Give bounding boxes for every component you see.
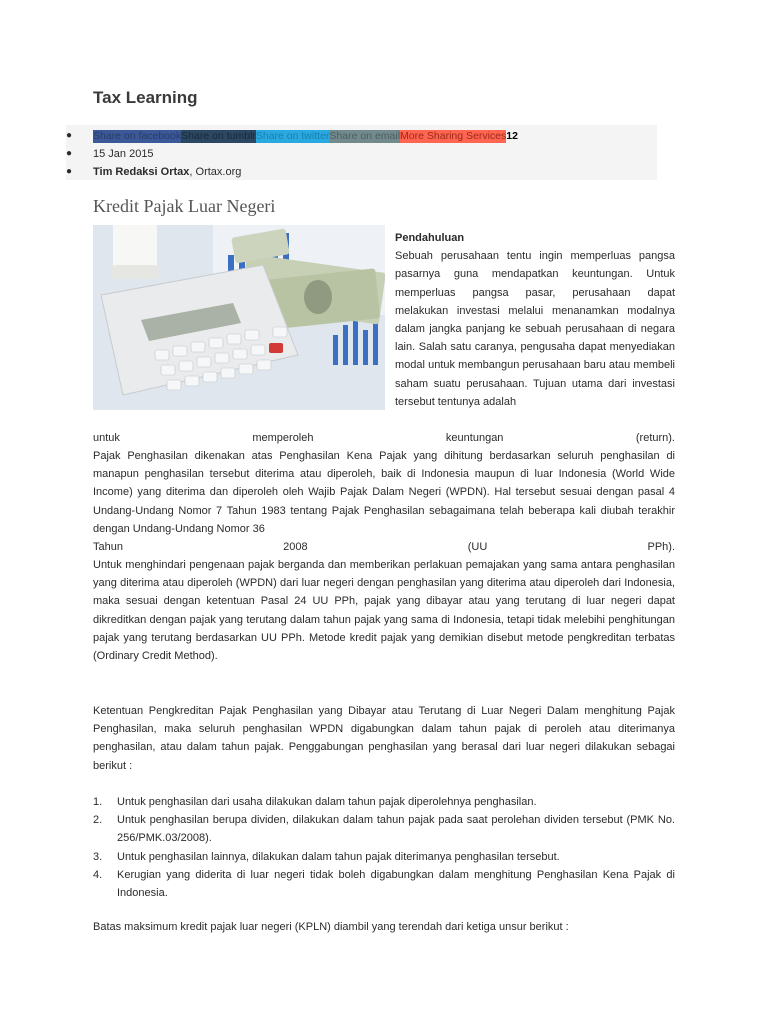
calculator-money-illustration xyxy=(93,225,385,410)
share-count: 12 xyxy=(506,130,518,143)
site-title: Tax Learning xyxy=(93,88,198,107)
calculator-money-photo xyxy=(93,225,385,410)
share-twitter-button[interactable]: Share on twitter xyxy=(255,129,330,142)
list-item: 3. Untuk penghasilan lainnya, dilakukan dalam tahun pajak diterimanya penghasilan tersebut. xyxy=(93,850,560,863)
intro-continuation: untuk memperoleh keuntungan (return). xyxy=(93,432,675,444)
paragraph-pph xyxy=(93,447,675,556)
intro-paragraph xyxy=(395,229,675,411)
author-link[interactable]: Tim Redaksi Ortax xyxy=(93,166,190,178)
intro-heading: Pendahuluan xyxy=(395,232,465,244)
paragraph-kpln: Batas maksimum kredit pajak luar negeri (KPLN) diambil yang terendah dari ketiga unsur berikut : xyxy=(93,921,569,933)
share-tumblr-button[interactable]: Share on tumblr xyxy=(181,129,256,142)
list-item: 1. Untuk penghasilan dari usaha dilakukan dalam tahun pajak diperolehnya penghasilan. xyxy=(93,796,537,808)
post-date-row xyxy=(66,145,657,163)
intro-text: Sebuah perusahaan tentu ingin memperluas pangsa pasarnya guna mendapatkan keuntungan. Untuk memperluas pangsa pasar, perusahaan dapat melakukan investasi melalui menanamkan modalnya dalam jangka panjang ke sebuah perusahaan di negara lain. Salah satu caranya, pengusaha dapat menyediakan modal untuk membangun perusahaan baru atau membeli saham suatu perusahaan. Tujuan utama dari investasi tersebut tentunya adalah xyxy=(395,250,675,408)
post-author-row xyxy=(66,163,657,181)
paragraph-ketentuan: Ketentuan Pengkreditan Pajak Penghasilan yang Dibayar atau Terutang di Luar Negeri Dalam menghitung Pajak Penghasilan, maka seluruh penghasilan WPDN digabungkan dalam tahun pajak di peroleh atau diterimanya penghasilan, atau dalam tahun pajak. Penggabungan penghasilan yang berasal dari luar negeri dilakukan sebagai berikut : xyxy=(93,705,675,772)
list-item: 4. Kerugian yang diderita di luar negeri tidak boleh digabungkan dalam menghitung Penghasilan Kena Pajak di Indonesia. xyxy=(93,868,675,900)
paragraph-pph-main: Pajak Penghasilan dikenakan atas Penghasilan Kena Pajak yang dihitung berdasarkan seluruh penghasilan di manapun penghasilan tersebut diterima atau diperoleh, baik di Indonesia maupun di luar Indonesia (World Wide Income) yang diterima dan diperoleh oleh Wajib Pajak Dalam Negeri (WPDN). Hal tersebut sesuai dengan pasal 4 Undang-Undang Nomor 7 Tahun 1983 tentang Pajak Penghasilan sebagaimana telah beberapa kali diubah terakhir dengan Undang-Undang Nomor 36 xyxy=(93,450,675,535)
list-item: 2. Untuk penghasilan berupa dividen, dilakukan dalam tahun pajak pada saat perolehan dividen tersebut (PMK No. 256/PMK.03/2008). xyxy=(93,814,675,845)
income-rules-list xyxy=(93,793,675,902)
post-date: 15 Jan 2015 xyxy=(93,148,154,160)
share-email-button[interactable]: Share on email xyxy=(329,129,401,142)
article-title: Kredit Pajak Luar Negeri xyxy=(93,196,276,216)
bullet-icon: ● xyxy=(66,130,73,141)
share-facebook-button[interactable]: Share on facebook xyxy=(93,129,182,142)
bullet-icon: ● xyxy=(66,166,73,177)
more-sharing-button[interactable]: More Sharing Services xyxy=(400,129,507,142)
bullet-icon: ● xyxy=(66,148,73,159)
author-source: , Ortax.org xyxy=(189,166,242,178)
share-row xyxy=(66,127,657,145)
paragraph-double-tax: Untuk menghindari pengenaan pajak berganda dan memberikan perlakuan pemajakan yang sama antara penghasilan yang diterima atau diperoleh (WPDN) dari luar negeri dengan penghasilan yang diterima atau diperoleh dari Indonesia, maka sesuai dengan ketentuan Pasal 24 UU PPh, pajak yang dibayar atau yang terutang di luar negeri dapat dikreditkan dengan pajak yang terutang dalam tahun pajak yang sama di Indonesia, tetapi tidak melebihi penghitungan pajak yang terutang berdasarkan UU PPh. Metode kredit pajak yang demikian disebut metode pengkreditan terbatas (Ordinary Credit Method). xyxy=(93,559,675,663)
post-meta xyxy=(66,127,657,181)
paragraph-pph-last-line: Tahun 2008 (UU PPh). xyxy=(93,541,675,554)
